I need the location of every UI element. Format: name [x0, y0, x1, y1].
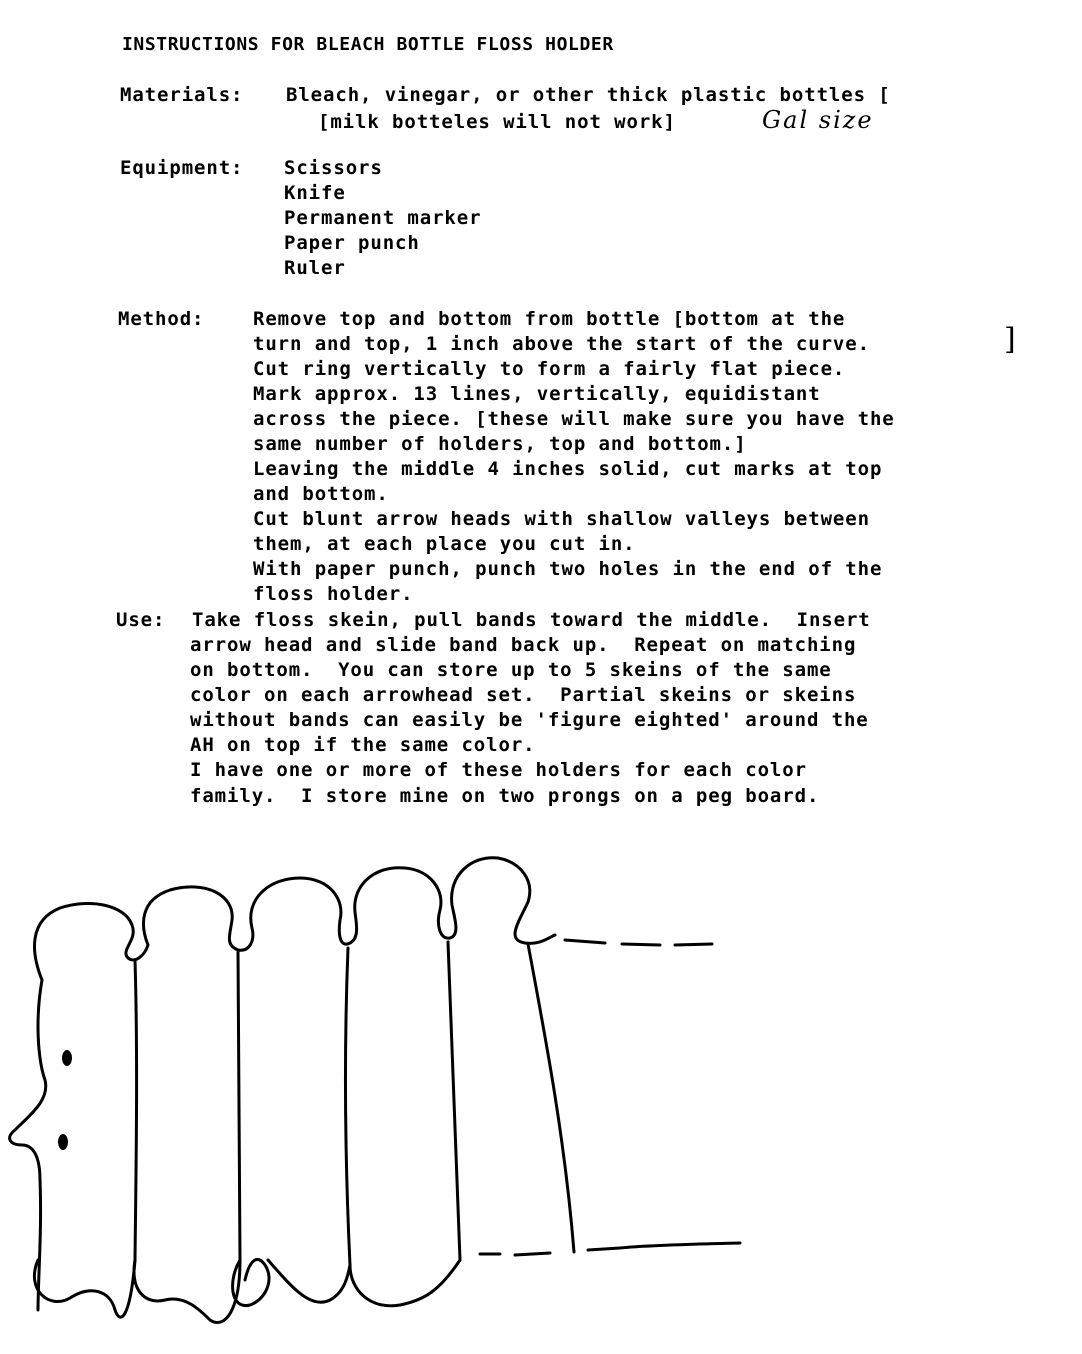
- equipment-label: Equipment:: [120, 157, 244, 179]
- materials-line-1: Bleach, vinegar, or other thick plastic bottles [: [286, 84, 891, 106]
- handwritten-bracket: ]: [1004, 322, 1016, 357]
- method-line: and bottom.: [253, 483, 389, 505]
- method-line: Cut ring vertically to form a fairly flat piece.: [253, 358, 846, 380]
- handwritten-size-note: Gal size: [762, 106, 874, 134]
- equipment-item: Paper punch: [284, 232, 420, 254]
- materials-line-2: [milk botteles will not work]: [318, 111, 676, 133]
- use-label: Use:: [116, 609, 166, 631]
- punched-hole: [58, 1134, 68, 1150]
- method-label: Method:: [118, 308, 205, 330]
- method-line: With paper punch, punch two holes in the end of the: [253, 558, 883, 580]
- use-line: without bands can easily be 'figure eighted' around the: [190, 709, 869, 731]
- equipment-item: Knife: [284, 182, 346, 204]
- document-title: INSTRUCTIONS FOR BLEACH BOTTLE FLOSS HOLDER: [122, 34, 614, 55]
- materials-label: Materials:: [120, 84, 244, 106]
- use-line: AH on top if the same color.: [190, 734, 536, 756]
- method-line: same number of holders, top and bottom.]: [253, 433, 747, 455]
- method-line: across the piece. [these will make sure you have the: [253, 408, 895, 430]
- equipment-item: Scissors: [284, 157, 383, 179]
- use-line: on bottom. You can store up to 5 skeins of the same: [190, 659, 832, 681]
- use-line: I have one or more of these holders for each color: [190, 759, 807, 781]
- use-line: color on each arrowhead set. Partial skeins or skeins: [190, 684, 857, 706]
- equipment-item: Ruler: [284, 257, 346, 279]
- method-line: them, at each place you cut in.: [253, 533, 636, 555]
- method-line: floss holder.: [253, 583, 414, 605]
- use-line: Take floss skein, pull bands toward the middle. Insert: [192, 609, 871, 631]
- method-line: Cut blunt arrow heads with shallow valleys between: [253, 508, 870, 530]
- use-line: family. I store mine on two prongs on a peg board.: [190, 785, 820, 807]
- method-line: Remove top and bottom from bottle [bottom at the: [253, 308, 846, 330]
- equipment-item: Permanent marker: [284, 207, 482, 229]
- use-line: arrow head and slide band back up. Repeat on matching: [190, 634, 857, 656]
- method-line: Leaving the middle 4 inches solid, cut marks at top: [253, 458, 883, 480]
- method-line: Mark approx. 13 lines, vertically, equidistant: [253, 383, 821, 405]
- punched-hole: [62, 1050, 72, 1066]
- method-line: turn and top, 1 inch above the start of the curve.: [253, 333, 870, 355]
- floss-holder-sketch: [0, 840, 760, 1340]
